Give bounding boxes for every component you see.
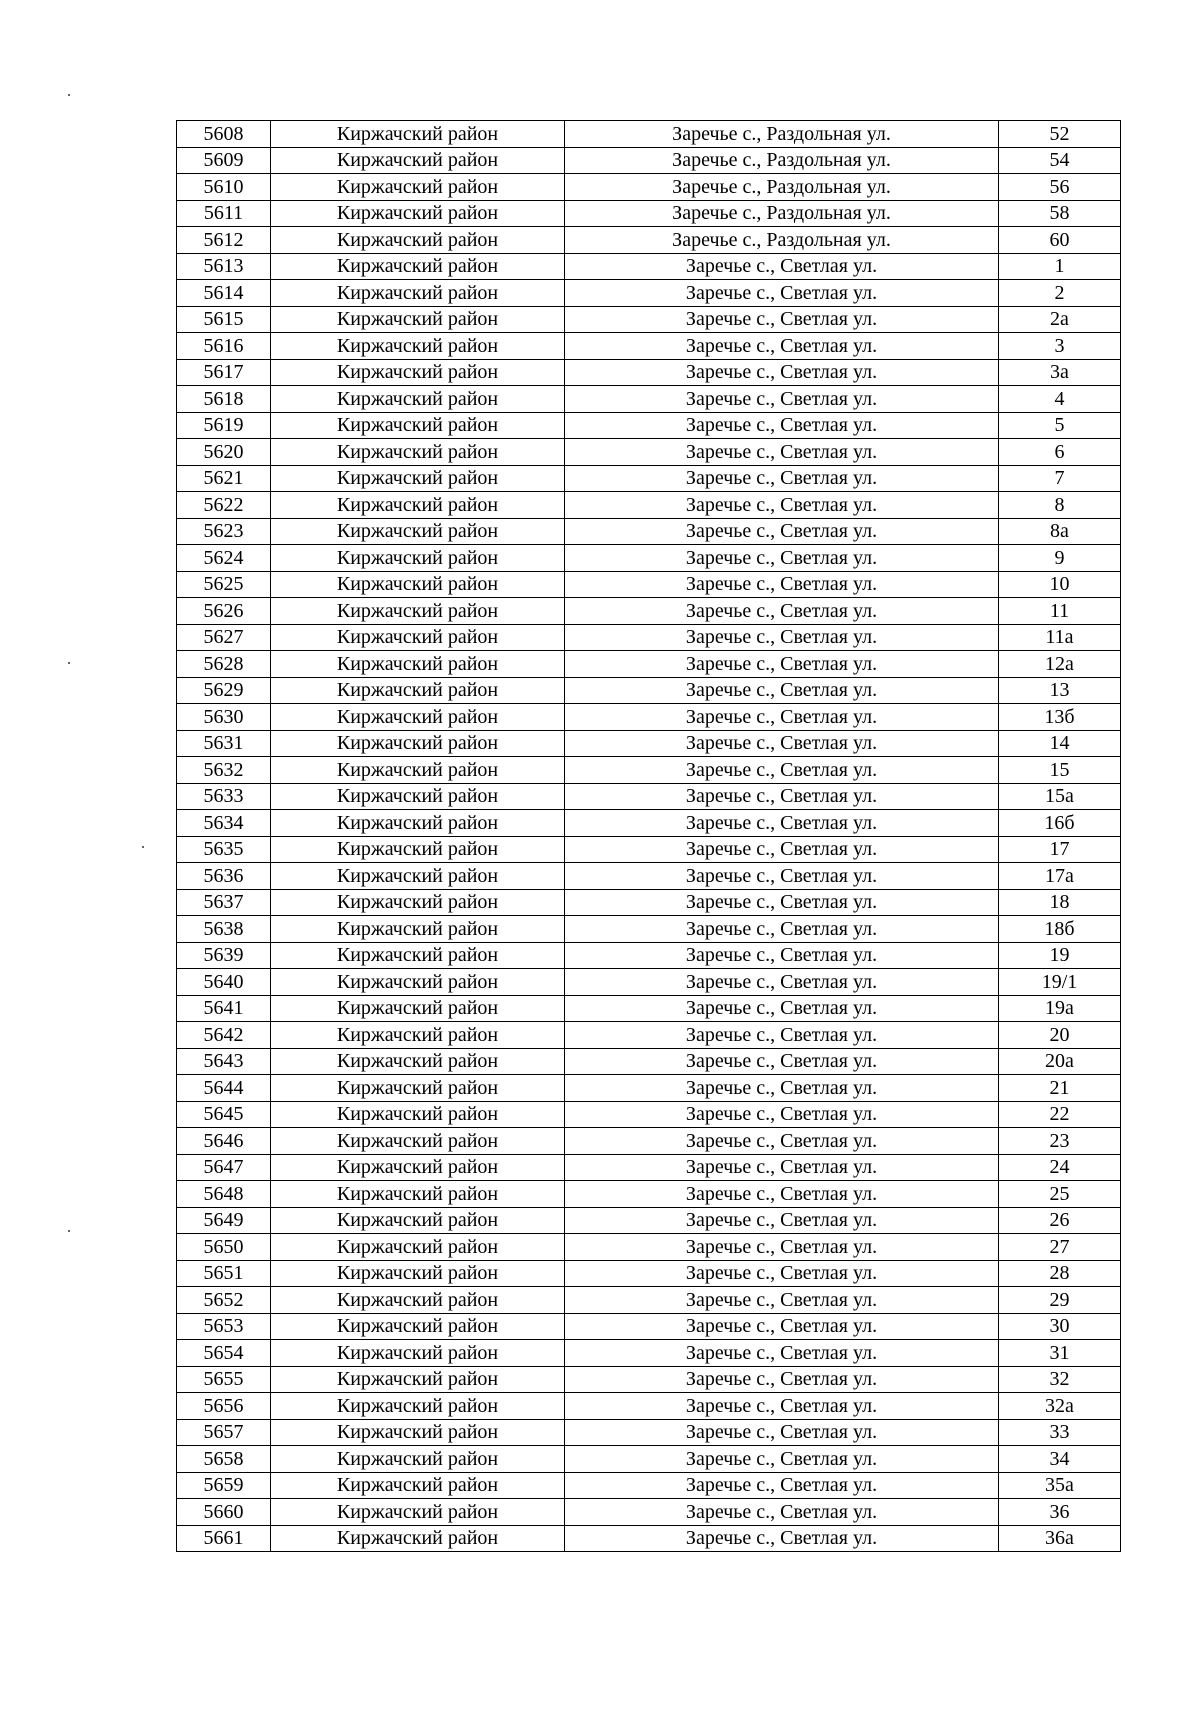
record-number-cell: 5610 [177, 174, 271, 201]
record-number-cell: 5636 [177, 863, 271, 890]
locality-street-cell: Заречье с., Светлая ул. [565, 1075, 999, 1102]
district-cell: Киржачский район [271, 916, 565, 943]
locality-street-cell: Заречье с., Светлая ул. [565, 651, 999, 678]
table-row [177, 1101, 1121, 1128]
house-number-cell: 27 [999, 1234, 1121, 1261]
district-cell: Киржачский район [271, 969, 565, 996]
table-row [177, 677, 1121, 704]
record-number-cell: 5608 [177, 121, 271, 148]
district-cell: Киржачский район [271, 1260, 565, 1287]
district-cell: Киржачский район [271, 1287, 565, 1314]
record-number-cell: 5622 [177, 492, 271, 519]
locality-street-cell: Заречье с., Светлая ул. [565, 1048, 999, 1075]
house-number-cell: 36а [999, 1525, 1121, 1552]
locality-street-cell: Заречье с., Светлая ул. [565, 1128, 999, 1155]
house-number-cell: 60 [999, 227, 1121, 254]
house-number-cell: 11а [999, 624, 1121, 651]
house-number-cell: 25 [999, 1181, 1121, 1208]
locality-street-cell: Заречье с., Светлая ул. [565, 1207, 999, 1234]
house-number-cell: 52 [999, 121, 1121, 148]
house-number-cell: 22 [999, 1101, 1121, 1128]
record-number-cell: 5653 [177, 1313, 271, 1340]
locality-street-cell: Заречье с., Светлая ул. [565, 704, 999, 731]
record-number-cell: 5633 [177, 783, 271, 810]
district-cell: Киржачский район [271, 836, 565, 863]
house-number-cell: 10 [999, 571, 1121, 598]
district-cell: Киржачский район [271, 465, 565, 492]
locality-street-cell: Заречье с., Светлая ул. [565, 836, 999, 863]
table-row [177, 121, 1121, 148]
locality-street-cell: Заречье с., Светлая ул. [565, 969, 999, 996]
locality-street-cell: Заречье с., Светлая ул. [565, 1154, 999, 1181]
table-row [177, 280, 1121, 307]
locality-street-cell: Заречье с., Светлая ул. [565, 598, 999, 625]
district-cell: Киржачский район [271, 810, 565, 837]
district-cell: Киржачский район [271, 1075, 565, 1102]
locality-street-cell: Заречье с., Светлая ул. [565, 916, 999, 943]
table-row [177, 465, 1121, 492]
table-row [177, 863, 1121, 890]
table-row [177, 1181, 1121, 1208]
record-number-cell: 5660 [177, 1499, 271, 1526]
district-cell: Киржачский район [271, 1128, 565, 1155]
locality-street-cell: Заречье с., Светлая ул. [565, 333, 999, 360]
house-number-cell: 3а [999, 359, 1121, 386]
locality-street-cell: Заречье с., Светлая ул. [565, 386, 999, 413]
record-number-cell: 5613 [177, 253, 271, 280]
house-number-cell: 5 [999, 412, 1121, 439]
house-number-cell: 19/1 [999, 969, 1121, 996]
district-cell: Киржачский район [271, 545, 565, 572]
table-row [177, 1260, 1121, 1287]
locality-street-cell: Заречье с., Светлая ул. [565, 1340, 999, 1367]
house-number-cell: 32а [999, 1393, 1121, 1420]
locality-street-cell: Заречье с., Раздольная ул. [565, 174, 999, 201]
locality-street-cell: Заречье с., Светлая ул. [565, 783, 999, 810]
house-number-cell: 12а [999, 651, 1121, 678]
table-row [177, 1048, 1121, 1075]
record-number-cell: 5621 [177, 465, 271, 492]
house-number-cell: 15а [999, 783, 1121, 810]
locality-street-cell: Заречье с., Светлая ул. [565, 1234, 999, 1261]
locality-street-cell: Заречье с., Светлая ул. [565, 889, 999, 916]
table-row [177, 359, 1121, 386]
scan-speck [142, 846, 144, 848]
house-number-cell: 4 [999, 386, 1121, 413]
table-row [177, 969, 1121, 996]
record-number-cell: 5617 [177, 359, 271, 386]
house-number-cell: 20а [999, 1048, 1121, 1075]
record-number-cell: 5626 [177, 598, 271, 625]
locality-street-cell: Заречье с., Светлая ул. [565, 253, 999, 280]
record-number-cell: 5618 [177, 386, 271, 413]
registry-table-body [177, 121, 1121, 1552]
house-number-cell: 31 [999, 1340, 1121, 1367]
record-number-cell: 5631 [177, 730, 271, 757]
district-cell: Киржачский район [271, 306, 565, 333]
district-cell: Киржачский район [271, 1313, 565, 1340]
house-number-cell: 1 [999, 253, 1121, 280]
house-number-cell: 17а [999, 863, 1121, 890]
address-registry-table [176, 120, 1121, 1552]
house-number-cell: 19 [999, 942, 1121, 969]
locality-street-cell: Заречье с., Светлая ул. [565, 1525, 999, 1552]
table-row [177, 810, 1121, 837]
district-cell: Киржачский район [271, 1340, 565, 1367]
record-number-cell: 5641 [177, 995, 271, 1022]
record-number-cell: 5630 [177, 704, 271, 731]
locality-street-cell: Заречье с., Светлая ул. [565, 1022, 999, 1049]
scan-speck [68, 1230, 70, 1232]
table-row [177, 227, 1121, 254]
district-cell: Киржачский район [271, 1022, 565, 1049]
record-number-cell: 5632 [177, 757, 271, 784]
record-number-cell: 5657 [177, 1419, 271, 1446]
record-number-cell: 5640 [177, 969, 271, 996]
table-row [177, 545, 1121, 572]
district-cell: Киржачский район [271, 677, 565, 704]
district-cell: Киржачский район [271, 1207, 565, 1234]
district-cell: Киржачский район [271, 333, 565, 360]
table-row [177, 1234, 1121, 1261]
district-cell: Киржачский район [271, 942, 565, 969]
record-number-cell: 5661 [177, 1525, 271, 1552]
district-cell: Киржачский район [271, 704, 565, 731]
house-number-cell: 6 [999, 439, 1121, 466]
record-number-cell: 5612 [177, 227, 271, 254]
record-number-cell: 5658 [177, 1446, 271, 1473]
house-number-cell: 23 [999, 1128, 1121, 1155]
record-number-cell: 5651 [177, 1260, 271, 1287]
table-row [177, 624, 1121, 651]
house-number-cell: 15 [999, 757, 1121, 784]
district-cell: Киржачский район [271, 147, 565, 174]
table-row [177, 253, 1121, 280]
table-row [177, 1446, 1121, 1473]
locality-street-cell: Заречье с., Светлая ул. [565, 359, 999, 386]
table-row [177, 1472, 1121, 1499]
record-number-cell: 5623 [177, 518, 271, 545]
record-number-cell: 5616 [177, 333, 271, 360]
locality-street-cell: Заречье с., Светлая ул. [565, 624, 999, 651]
district-cell: Киржачский район [271, 783, 565, 810]
table-row [177, 1207, 1121, 1234]
district-cell: Киржачский район [271, 1366, 565, 1393]
district-cell: Киржачский район [271, 174, 565, 201]
table-row [177, 200, 1121, 227]
district-cell: Киржачский район [271, 598, 565, 625]
record-number-cell: 5645 [177, 1101, 271, 1128]
locality-street-cell: Заречье с., Раздольная ул. [565, 147, 999, 174]
district-cell: Киржачский район [271, 1393, 565, 1420]
table-row [177, 995, 1121, 1022]
table-row [177, 439, 1121, 466]
record-number-cell: 5628 [177, 651, 271, 678]
table-row [177, 571, 1121, 598]
locality-street-cell: Заречье с., Светлая ул. [565, 677, 999, 704]
house-number-cell: 36 [999, 1499, 1121, 1526]
district-cell: Киржачский район [271, 412, 565, 439]
record-number-cell: 5615 [177, 306, 271, 333]
house-number-cell: 19а [999, 995, 1121, 1022]
record-number-cell: 5655 [177, 1366, 271, 1393]
locality-street-cell: Заречье с., Светлая ул. [565, 571, 999, 598]
scan-speck [68, 662, 70, 664]
house-number-cell: 58 [999, 200, 1121, 227]
house-number-cell: 32 [999, 1366, 1121, 1393]
district-cell: Киржачский район [271, 1154, 565, 1181]
table-row [177, 518, 1121, 545]
locality-street-cell: Заречье с., Раздольная ул. [565, 200, 999, 227]
table-row [177, 1340, 1121, 1367]
locality-street-cell: Заречье с., Светлая ул. [565, 306, 999, 333]
locality-street-cell: Заречье с., Светлая ул. [565, 1419, 999, 1446]
record-number-cell: 5609 [177, 147, 271, 174]
locality-street-cell: Заречье с., Светлая ул. [565, 518, 999, 545]
locality-street-cell: Заречье с., Светлая ул. [565, 1101, 999, 1128]
house-number-cell: 14 [999, 730, 1121, 757]
district-cell: Киржачский район [271, 1101, 565, 1128]
district-cell: Киржачский район [271, 651, 565, 678]
locality-street-cell: Заречье с., Светлая ул. [565, 412, 999, 439]
house-number-cell: 33 [999, 1419, 1121, 1446]
house-number-cell: 28 [999, 1260, 1121, 1287]
record-number-cell: 5656 [177, 1393, 271, 1420]
record-number-cell: 5642 [177, 1022, 271, 1049]
house-number-cell: 54 [999, 147, 1121, 174]
locality-street-cell: Заречье с., Светлая ул. [565, 1313, 999, 1340]
scan-speck [68, 94, 70, 96]
record-number-cell: 5649 [177, 1207, 271, 1234]
house-number-cell: 3 [999, 333, 1121, 360]
table-row [177, 412, 1121, 439]
house-number-cell: 8 [999, 492, 1121, 519]
table-row [177, 174, 1121, 201]
table-row [177, 651, 1121, 678]
record-number-cell: 5634 [177, 810, 271, 837]
house-number-cell: 18 [999, 889, 1121, 916]
district-cell: Киржачский район [271, 571, 565, 598]
record-number-cell: 5620 [177, 439, 271, 466]
house-number-cell: 21 [999, 1075, 1121, 1102]
table-row [177, 147, 1121, 174]
house-number-cell: 9 [999, 545, 1121, 572]
table-row [177, 1287, 1121, 1314]
table-row [177, 1128, 1121, 1155]
locality-street-cell: Заречье с., Светлая ул. [565, 1393, 999, 1420]
district-cell: Киржачский район [271, 253, 565, 280]
house-number-cell: 11 [999, 598, 1121, 625]
table-row [177, 1154, 1121, 1181]
table-row [177, 1393, 1121, 1420]
table-row [177, 306, 1121, 333]
district-cell: Киржачский район [271, 1419, 565, 1446]
locality-street-cell: Заречье с., Светлая ул. [565, 1260, 999, 1287]
house-number-cell: 8а [999, 518, 1121, 545]
table-row [177, 783, 1121, 810]
house-number-cell: 26 [999, 1207, 1121, 1234]
record-number-cell: 5629 [177, 677, 271, 704]
record-number-cell: 5611 [177, 200, 271, 227]
house-number-cell: 35а [999, 1472, 1121, 1499]
locality-street-cell: Заречье с., Светлая ул. [565, 1499, 999, 1526]
district-cell: Киржачский район [271, 1472, 565, 1499]
record-number-cell: 5635 [177, 836, 271, 863]
locality-street-cell: Заречье с., Светлая ул. [565, 492, 999, 519]
record-number-cell: 5619 [177, 412, 271, 439]
house-number-cell: 56 [999, 174, 1121, 201]
house-number-cell: 18б [999, 916, 1121, 943]
locality-street-cell: Заречье с., Светлая ул. [565, 757, 999, 784]
district-cell: Киржачский район [271, 624, 565, 651]
house-number-cell: 7 [999, 465, 1121, 492]
locality-street-cell: Заречье с., Светлая ул. [565, 1446, 999, 1473]
record-number-cell: 5644 [177, 1075, 271, 1102]
table-row [177, 836, 1121, 863]
district-cell: Киржачский район [271, 863, 565, 890]
district-cell: Киржачский район [271, 518, 565, 545]
house-number-cell: 2 [999, 280, 1121, 307]
table-row [177, 889, 1121, 916]
house-number-cell: 29 [999, 1287, 1121, 1314]
district-cell: Киржачский район [271, 1048, 565, 1075]
district-cell: Киржачский район [271, 280, 565, 307]
district-cell: Киржачский район [271, 386, 565, 413]
table-row [177, 492, 1121, 519]
house-number-cell: 20 [999, 1022, 1121, 1049]
house-number-cell: 13б [999, 704, 1121, 731]
table-row [177, 1499, 1121, 1526]
locality-street-cell: Заречье с., Раздольная ул. [565, 227, 999, 254]
house-number-cell: 17 [999, 836, 1121, 863]
locality-street-cell: Заречье с., Светлая ул. [565, 810, 999, 837]
locality-street-cell: Заречье с., Светлая ул. [565, 995, 999, 1022]
record-number-cell: 5650 [177, 1234, 271, 1261]
locality-street-cell: Заречье с., Светлая ул. [565, 942, 999, 969]
locality-street-cell: Заречье с., Светлая ул. [565, 545, 999, 572]
district-cell: Киржачский район [271, 1234, 565, 1261]
district-cell: Киржачский район [271, 1499, 565, 1526]
table-row [177, 333, 1121, 360]
record-number-cell: 5643 [177, 1048, 271, 1075]
record-number-cell: 5624 [177, 545, 271, 572]
table-row [177, 757, 1121, 784]
locality-street-cell: Заречье с., Светлая ул. [565, 863, 999, 890]
record-number-cell: 5648 [177, 1181, 271, 1208]
record-number-cell: 5654 [177, 1340, 271, 1367]
table-row [177, 942, 1121, 969]
record-number-cell: 5627 [177, 624, 271, 651]
district-cell: Киржачский район [271, 121, 565, 148]
locality-street-cell: Заречье с., Светлая ул. [565, 730, 999, 757]
house-number-cell: 30 [999, 1313, 1121, 1340]
record-number-cell: 5639 [177, 942, 271, 969]
table-row [177, 598, 1121, 625]
district-cell: Киржачский район [271, 995, 565, 1022]
house-number-cell: 16б [999, 810, 1121, 837]
table-row [177, 730, 1121, 757]
district-cell: Киржачский район [271, 200, 565, 227]
table-row [177, 1525, 1121, 1552]
district-cell: Киржачский район [271, 227, 565, 254]
district-cell: Киржачский район [271, 757, 565, 784]
house-number-cell: 13 [999, 677, 1121, 704]
house-number-cell: 2а [999, 306, 1121, 333]
district-cell: Киржачский район [271, 730, 565, 757]
locality-street-cell: Заречье с., Светлая ул. [565, 465, 999, 492]
table-row [177, 916, 1121, 943]
record-number-cell: 5647 [177, 1154, 271, 1181]
table-row [177, 704, 1121, 731]
locality-street-cell: Заречье с., Светлая ул. [565, 439, 999, 466]
record-number-cell: 5625 [177, 571, 271, 598]
record-number-cell: 5638 [177, 916, 271, 943]
house-number-cell: 24 [999, 1154, 1121, 1181]
district-cell: Киржачский район [271, 439, 565, 466]
record-number-cell: 5637 [177, 889, 271, 916]
district-cell: Киржачский район [271, 889, 565, 916]
record-number-cell: 5659 [177, 1472, 271, 1499]
table-row [177, 1075, 1121, 1102]
locality-street-cell: Заречье с., Светлая ул. [565, 280, 999, 307]
district-cell: Киржачский район [271, 359, 565, 386]
district-cell: Киржачский район [271, 1181, 565, 1208]
district-cell: Киржачский район [271, 492, 565, 519]
district-cell: Киржачский район [271, 1525, 565, 1552]
record-number-cell: 5614 [177, 280, 271, 307]
table-row [177, 1366, 1121, 1393]
locality-street-cell: Заречье с., Раздольная ул. [565, 121, 999, 148]
table-row [177, 386, 1121, 413]
record-number-cell: 5646 [177, 1128, 271, 1155]
record-number-cell: 5652 [177, 1287, 271, 1314]
table-row [177, 1022, 1121, 1049]
house-number-cell: 34 [999, 1446, 1121, 1473]
table-row [177, 1313, 1121, 1340]
locality-street-cell: Заречье с., Светлая ул. [565, 1472, 999, 1499]
locality-street-cell: Заречье с., Светлая ул. [565, 1181, 999, 1208]
locality-street-cell: Заречье с., Светлая ул. [565, 1366, 999, 1393]
district-cell: Киржачский район [271, 1446, 565, 1473]
table-row [177, 1419, 1121, 1446]
locality-street-cell: Заречье с., Светлая ул. [565, 1287, 999, 1314]
